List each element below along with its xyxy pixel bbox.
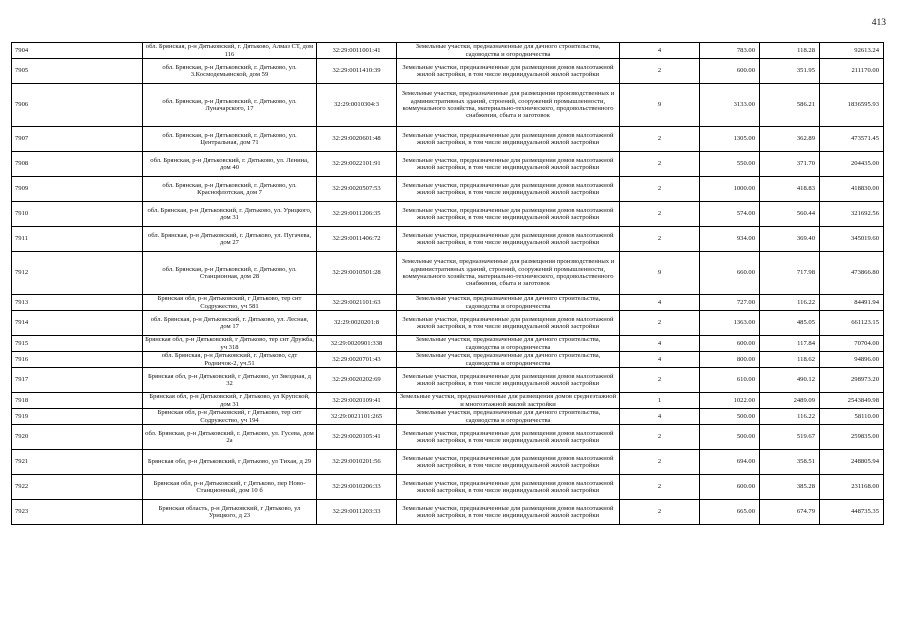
specific-value-cell: 371.70 (760, 152, 820, 177)
cadastral-number-cell: 32:29:0020202:69 (317, 368, 397, 393)
land-use-cell: Земельные участки, предназначенные для размещения домов малоэтажной жилой застройки, в том числе индивидуальной жилой застройки (397, 227, 620, 252)
cadastral-number-cell: 32:29:0010501:28 (317, 252, 397, 295)
address-cell: обл. Брянская, р-н Дятьковский, г. Дятьково, ул. Центральная, дом 71 (143, 127, 317, 152)
specific-value-cell: 351.95 (760, 59, 820, 84)
land-use-cell: Земельные участки, предназначенные для размещения домов малоэтажной жилой застройки, в том числе индивидуальной жилой застройки (397, 500, 620, 525)
area-cell: 800.00 (700, 352, 760, 368)
cadastral-number-cell: 32:29:0020201:8 (317, 311, 397, 336)
specific-value-cell: 118.62 (760, 352, 820, 368)
use-group-cell: 2 (620, 177, 700, 202)
address-cell: Брянская обл, р-н Дятьковский, г Дятьково, ул Тихая, д 29 (143, 450, 317, 475)
cadastral-number-cell: 32:29:0020701:43 (317, 352, 397, 368)
table-row (12, 252, 884, 295)
cadastral-value-cell: 661123.15 (820, 311, 884, 336)
cadastral-value-cell: 92613.24 (820, 43, 884, 59)
cadastral-value-cell: 211170.00 (820, 59, 884, 84)
table-row (12, 227, 884, 252)
area-cell: 574.00 (700, 202, 760, 227)
land-use-cell: Земельные участки, предназначенные для размещения домов малоэтажной жилой застройки, в том числе индивидуальной жилой застройки (397, 152, 620, 177)
cadastral-value-cell: 298973.20 (820, 368, 884, 393)
table-row (12, 84, 884, 127)
specific-value-cell: 369.40 (760, 227, 820, 252)
cadastral-value-cell: 248805.94 (820, 450, 884, 475)
row-number: 7911 (12, 227, 143, 252)
row-number: 7919 (12, 409, 143, 425)
land-use-cell: Земельные участки, предназначенные для размещения домов малоэтажной жилой застройки, в том числе индивидуальной жилой застройки (397, 450, 620, 475)
row-number: 7904 (12, 43, 143, 59)
table-row (12, 202, 884, 227)
address-cell: Брянская обл, р-н Дятьковский, г Дятьково, тер снт Содружество, уч 581 (143, 295, 317, 311)
land-use-cell: Земельные участки, предназначенные для размещения домов малоэтажной жилой застройки, в том числе индивидуальной жилой застройки (397, 59, 620, 84)
area-cell: 600.00 (700, 475, 760, 500)
use-group-cell: 2 (620, 227, 700, 252)
address-cell: обл. Брянская, р-н Дятьковский, г. Дятьково, сдт Родничок-2, уч.51 (143, 352, 317, 368)
row-number: 7923 (12, 500, 143, 525)
specific-value-cell: 116.22 (760, 295, 820, 311)
land-use-cell: Земельные участки, предназначенные для размещения производственных и административных зданий, строений, сооружений промышленности, коммунального хозяйства, материально-технического, продовольственного снабжения, сбыта и заготовок (397, 252, 620, 295)
area-cell: 500.00 (700, 425, 760, 450)
land-use-cell: Земельные участки, предназначенные для размещения домов среднеэтажной и многоэтажной жилой застройки (397, 393, 620, 409)
row-number: 7906 (12, 84, 143, 127)
area-cell: 934.00 (700, 227, 760, 252)
specific-value-cell: 418.83 (760, 177, 820, 202)
cadastral-number-cell: 32:29:0020901:338 (317, 336, 397, 352)
cadastral-value-cell: 84491.94 (820, 295, 884, 311)
use-group-cell: 4 (620, 43, 700, 59)
land-use-cell: Земельные участки, предназначенные для размещения домов малоэтажной жилой застройки, в том числе индивидуальной жилой застройки (397, 177, 620, 202)
row-number: 7905 (12, 59, 143, 84)
address-cell: обл. Брянская, р-н Дятьковский, г. Дятьково, ул. Пугачева, дом 27 (143, 227, 317, 252)
specific-value-cell: 490.12 (760, 368, 820, 393)
cadastral-value-cell: 473571.45 (820, 127, 884, 152)
cadastral-value-cell: 448735.35 (820, 500, 884, 525)
cadastral-number-cell: 32:29:0011206:35 (317, 202, 397, 227)
land-use-cell: Земельные участки, предназначенные для дачного строительства, садоводства и огородничества (397, 352, 620, 368)
address-cell: обл. Брянская, р-н Дятьковский, г. Дятьково, ул. Станционная, дом 28 (143, 252, 317, 295)
land-use-cell: Земельные участки, предназначенные для размещения домов малоэтажной жилой застройки, в том числе индивидуальной жилой застройки (397, 311, 620, 336)
cadastral-value-cell: 321692.56 (820, 202, 884, 227)
table-row (12, 295, 884, 311)
cadastral-number-cell: 32:29:0011406:72 (317, 227, 397, 252)
address-cell: Брянская обл, р-н Дятьковский, г Дятьково, ул Звездная, д 32 (143, 368, 317, 393)
use-group-cell: 4 (620, 409, 700, 425)
area-cell: 550.00 (700, 152, 760, 177)
use-group-cell: 2 (620, 475, 700, 500)
area-cell: 1000.00 (700, 177, 760, 202)
table-row (12, 59, 884, 84)
row-number: 7916 (12, 352, 143, 368)
use-group-cell: 2 (620, 500, 700, 525)
use-group-cell: 2 (620, 59, 700, 84)
use-group-cell: 2 (620, 127, 700, 152)
use-group-cell: 2 (620, 311, 700, 336)
address-cell: Брянская обл, р-н Дятьковский, г Дятьково, тер снт Содружество, уч 194 (143, 409, 317, 425)
area-cell: 500.00 (700, 409, 760, 425)
land-use-cell: Земельные участки, предназначенные для размещения домов малоэтажной жилой застройки, в том числе индивидуальной жилой застройки (397, 425, 620, 450)
cadastral-number-cell: 32:29:0022101:91 (317, 152, 397, 177)
specific-value-cell: 485.05 (760, 311, 820, 336)
specific-value-cell: 385.28 (760, 475, 820, 500)
cadastral-value-cell: 259835.00 (820, 425, 884, 450)
table-row (12, 393, 884, 409)
table-row (12, 177, 884, 202)
cadastral-number-cell: 32:29:0021101:265 (317, 409, 397, 425)
specific-value-cell: 586.21 (760, 84, 820, 127)
address-cell: Брянская область, р-н Дятьковский, г Дятьково, ул Урицкого, д 23 (143, 500, 317, 525)
row-number: 7912 (12, 252, 143, 295)
table-row (12, 43, 884, 59)
specific-value-cell: 2489.09 (760, 393, 820, 409)
row-number: 7921 (12, 450, 143, 475)
address-cell: Брянская обл, р-н Дятьковский, г Дятьково, пер Ново-Станционный, дом 10 б (143, 475, 317, 500)
table-row (12, 311, 884, 336)
area-cell: 665.00 (700, 500, 760, 525)
specific-value-cell: 519.67 (760, 425, 820, 450)
address-cell: обл. Брянская, р-н Дятьковский, г. Дятьково, ул. Урицкого, дом 31 (143, 202, 317, 227)
use-group-cell: 4 (620, 295, 700, 311)
specific-value-cell: 362.89 (760, 127, 820, 152)
use-group-cell: 2 (620, 368, 700, 393)
cadastral-value-cell: 345019.60 (820, 227, 884, 252)
address-cell: обл. Брянская, р-н Дятьковский, г. Дятьково, ул. Лесная, дом 17 (143, 311, 317, 336)
use-group-cell: 2 (620, 152, 700, 177)
row-number: 7918 (12, 393, 143, 409)
address-cell: Брянская обл, р-н Дятьковский, г Дятьково, тер снт Дружба, уч 318 (143, 336, 317, 352)
cadastral-value-cell: 204435.00 (820, 152, 884, 177)
cadastral-number-cell: 32:29:0011203:33 (317, 500, 397, 525)
land-use-cell: Земельные участки, предназначенные для размещения производственных и административных зданий, строений, сооружений промышленности, коммунального хозяйства, материально-технического, продовольственного снабжения, сбыта и заготовок (397, 84, 620, 127)
land-use-cell: Земельные участки, предназначенные для размещения домов малоэтажной жилой застройки, в том числе индивидуальной жилой застройки (397, 368, 620, 393)
cadastral-value-cell: 418830.00 (820, 177, 884, 202)
land-use-cell: Земельные участки, предназначенные для размещения домов малоэтажной жилой застройки, в том числе индивидуальной жилой застройки (397, 202, 620, 227)
specific-value-cell: 358.51 (760, 450, 820, 475)
row-number: 7907 (12, 127, 143, 152)
cadastral-number-cell: 32:29:0020601:48 (317, 127, 397, 152)
land-use-cell: Земельные участки, предназначенные для размещения домов малоэтажной жилой застройки, в том числе индивидуальной жилой застройки (397, 127, 620, 152)
page-number: 413 (871, 18, 886, 28)
cadastral-number-cell: 32:29:0010206:33 (317, 475, 397, 500)
row-number: 7920 (12, 425, 143, 450)
area-cell: 3133.00 (700, 84, 760, 127)
table-row (12, 127, 884, 152)
row-number: 7914 (12, 311, 143, 336)
table-row (12, 450, 884, 475)
area-cell: 694.00 (700, 450, 760, 475)
use-group-cell: 1 (620, 393, 700, 409)
address-cell: обл. Брянская, р-н Дятьковский, г. Дятьково, ул. Гусева, дом 2а (143, 425, 317, 450)
land-use-cell: Земельные участки, предназначенные для дачного строительства, садоводства и огородничества (397, 409, 620, 425)
use-group-cell: 9 (620, 252, 700, 295)
cadastral-number-cell: 32:29:0011410:39 (317, 59, 397, 84)
area-cell: 1363.00 (700, 311, 760, 336)
cadastral-value-table (11, 42, 884, 525)
table-row (12, 336, 884, 352)
table-row (12, 425, 884, 450)
table-row (12, 152, 884, 177)
specific-value-cell: 717.98 (760, 252, 820, 295)
area-cell: 600.00 (700, 59, 760, 84)
cadastral-value-cell: 473866.80 (820, 252, 884, 295)
cadastral-number-cell: 32:29:0020109:41 (317, 393, 397, 409)
specific-value-cell: 118.28 (760, 43, 820, 59)
area-cell: 600.00 (700, 336, 760, 352)
table-row (12, 475, 884, 500)
table-row (12, 409, 884, 425)
specific-value-cell: 117.84 (760, 336, 820, 352)
row-number: 7915 (12, 336, 143, 352)
land-use-cell: Земельные участки, предназначенные для дачного строительства, садоводства и огородничества (397, 295, 620, 311)
cadastral-number-cell: 32:29:0010304:3 (317, 84, 397, 127)
use-group-cell: 4 (620, 352, 700, 368)
row-number: 7922 (12, 475, 143, 500)
table-row (12, 352, 884, 368)
row-number: 7909 (12, 177, 143, 202)
address-cell: Брянская обл, р-н Дятьковский, г Дятьково, ул Крупской, дом 31 (143, 393, 317, 409)
specific-value-cell: 674.79 (760, 500, 820, 525)
cadastral-value-cell: 1836595.93 (820, 84, 884, 127)
table-body (12, 43, 884, 525)
cadastral-value-cell: 94896.00 (820, 352, 884, 368)
use-group-cell: 9 (620, 84, 700, 127)
row-number: 7913 (12, 295, 143, 311)
area-cell: 727.00 (700, 295, 760, 311)
row-number: 7908 (12, 152, 143, 177)
land-use-cell: Земельные участки, предназначенные для дачного строительства, садоводства и огородничества (397, 43, 620, 59)
cadastral-value-cell: 58110.00 (820, 409, 884, 425)
cadastral-number-cell: 32:29:0021101:63 (317, 295, 397, 311)
address-cell: обл. Брянская, р-н Дятьковский, г. Дятьково, Алмаз СТ, дом 116 (143, 43, 317, 59)
cadastral-number-cell: 32:29:0020105:41 (317, 425, 397, 450)
table-row (12, 500, 884, 525)
land-use-cell: Земельные участки, предназначенные для размещения домов малоэтажной жилой застройки, в том числе индивидуальной жилой застройки (397, 475, 620, 500)
specific-value-cell: 116.22 (760, 409, 820, 425)
row-number: 7910 (12, 202, 143, 227)
use-group-cell: 2 (620, 425, 700, 450)
use-group-cell: 2 (620, 450, 700, 475)
land-use-cell: Земельные участки, предназначенные для дачного строительства, садоводства и огородничества (397, 336, 620, 352)
area-cell: 660.00 (700, 252, 760, 295)
cadastral-value-cell: 2543849.98 (820, 393, 884, 409)
address-cell: обл. Брянская, р-н Дятьковский, г. Дятьково, ул. Краснофлотская, дом 7 (143, 177, 317, 202)
area-cell: 783.00 (700, 43, 760, 59)
address-cell: обл. Брянская, р-н Дятьковский, г. Дятьково, ул. 3.Космодемьянской, дом 59 (143, 59, 317, 84)
row-number: 7917 (12, 368, 143, 393)
specific-value-cell: 560.44 (760, 202, 820, 227)
cadastral-value-cell: 70704.00 (820, 336, 884, 352)
cadastral-number-cell: 32:29:0010201:56 (317, 450, 397, 475)
cadastral-number-cell: 32:29:0011001:41 (317, 43, 397, 59)
address-cell: обл. Брянская, р-н Дятьковский, г. Дятьково, ул. Ленина, дом 40 (143, 152, 317, 177)
use-group-cell: 2 (620, 202, 700, 227)
cadastral-number-cell: 32:29:0020507:53 (317, 177, 397, 202)
cadastral-value-cell: 231168.00 (820, 475, 884, 500)
area-cell: 1022.00 (700, 393, 760, 409)
area-cell: 610.00 (700, 368, 760, 393)
address-cell: обл. Брянская, р-н Дятьковский, г. Дятьково, ул. Луначарского, 17 (143, 84, 317, 127)
area-cell: 1305.00 (700, 127, 760, 152)
use-group-cell: 4 (620, 336, 700, 352)
table-row (12, 368, 884, 393)
